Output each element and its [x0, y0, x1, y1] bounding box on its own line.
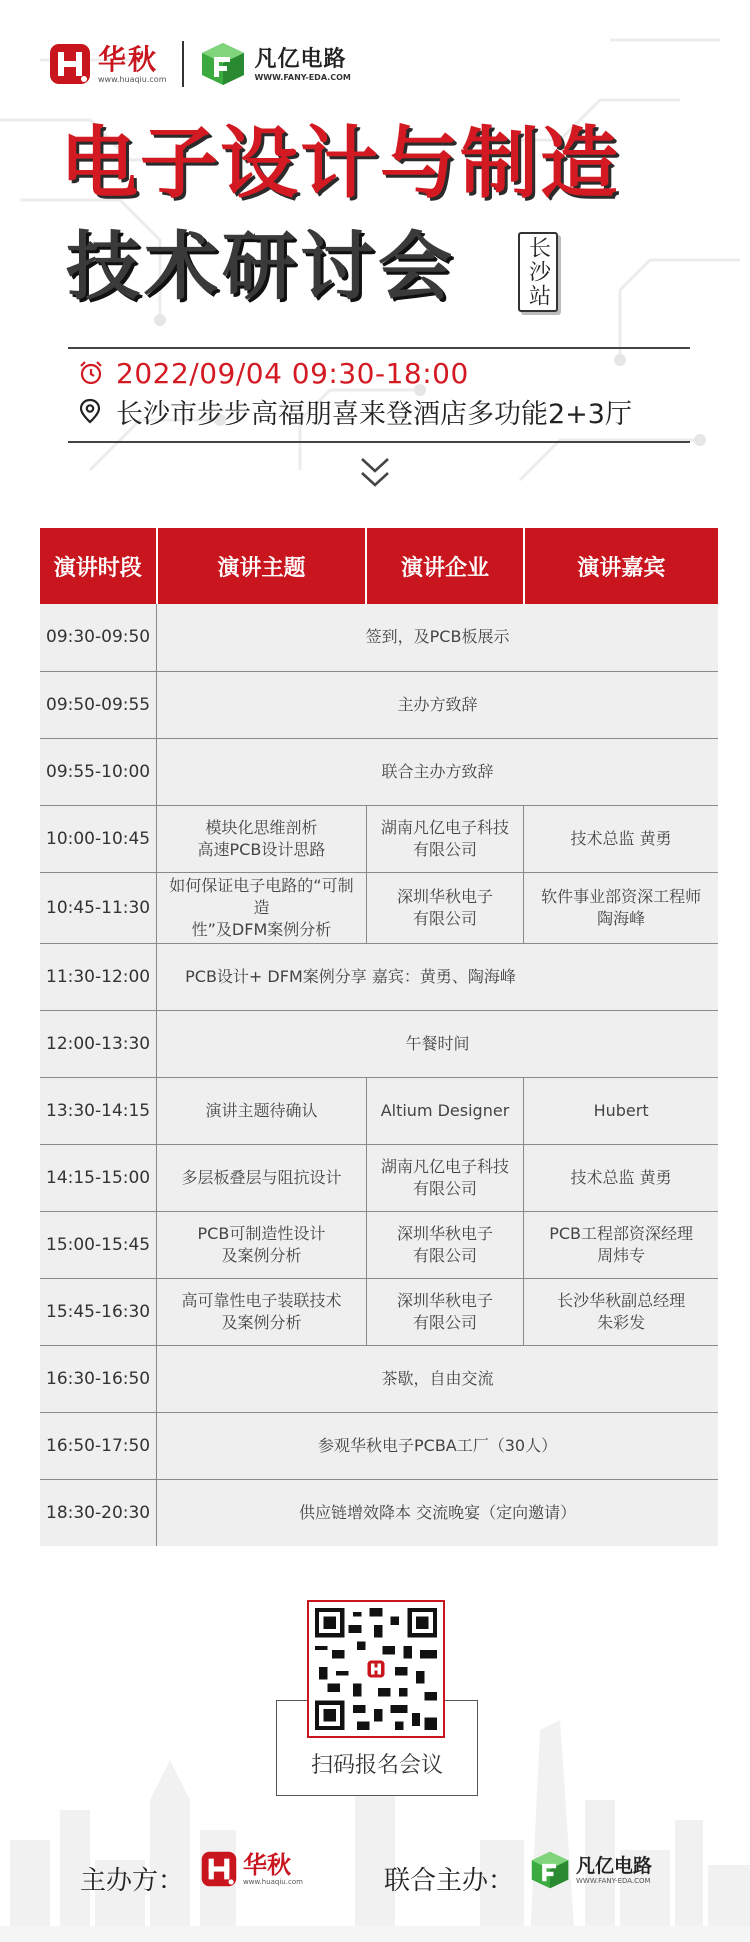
- time-cell: 16:30-16:50: [40, 1345, 157, 1412]
- fany-url: WWW.FANY-EDA.COM: [254, 72, 351, 82]
- clock-icon: [78, 360, 104, 386]
- divider-bottom: [68, 441, 690, 443]
- speaker-cell: [524, 872, 718, 943]
- span-cell: 午餐时间: [157, 1010, 718, 1077]
- company-cell: [366, 805, 523, 872]
- time-cell: 09:55-10:00: [40, 738, 157, 805]
- topic-line: 及案例分析: [221, 1312, 302, 1332]
- speaker-line: Hubert: [593, 1100, 649, 1120]
- qr-code[interactable]: [307, 1600, 445, 1738]
- fany-name: 凡亿电路: [254, 46, 347, 72]
- table-row: [40, 671, 718, 738]
- time-cell: 11:30-12:00: [40, 943, 157, 1010]
- time-cell: 10:00-10:45: [40, 805, 157, 872]
- main-title-line1: 电子设计与制造: [60, 119, 621, 209]
- company-cell: [366, 1211, 523, 1278]
- fany-mark-icon: [200, 41, 246, 87]
- span-cell: 茶歇，自由交流: [157, 1345, 718, 1412]
- co-host-fany-logo: [530, 1850, 652, 1890]
- speaker-line: 技术总监 黄勇: [570, 1167, 672, 1187]
- topic-line: 演讲主题待确认: [205, 1100, 318, 1120]
- host-label: 主办方：: [80, 1866, 185, 1896]
- time-cell: 14:15-15:00: [40, 1144, 157, 1211]
- table-row: [40, 872, 718, 943]
- table-row: [40, 738, 718, 805]
- company-line: 有限公司: [412, 1245, 477, 1265]
- company-line: Altium Designer: [380, 1100, 510, 1120]
- time-cell: 18:30-20:30: [40, 1479, 157, 1546]
- speaker-cell: [524, 1211, 718, 1278]
- time-cell: 16:50-17:50: [40, 1412, 157, 1479]
- speaker-line: PCB工程部资深经理: [549, 1223, 693, 1243]
- table-row: [40, 1010, 718, 1077]
- qr-label: 扫码报名会议: [310, 1753, 443, 1778]
- station-badge: 长沙站: [518, 232, 558, 312]
- speaker-line: 朱彩发: [597, 1312, 646, 1332]
- header-topic: 演讲主题: [157, 528, 367, 604]
- company-line: 湖南凡亿电子科技: [380, 1156, 509, 1176]
- fany-name: 凡亿电路: [576, 1855, 653, 1877]
- topic-line: 高速PCB设计思路: [197, 839, 326, 859]
- event-address: [78, 392, 632, 430]
- company-line: 有限公司: [412, 908, 477, 928]
- topic-line: 多层板叠层与阻抗设计: [181, 1167, 342, 1187]
- time-cell: 12:00-13:30: [40, 1010, 157, 1077]
- topic-line: 高可靠性电子装联技术: [181, 1290, 342, 1310]
- time-cell: 09:30-09:50: [40, 604, 157, 671]
- fany-url: WWW.FANY-EDA.COM: [576, 1877, 651, 1885]
- company-cell: [366, 872, 523, 943]
- speaker-line: 软件事业部资深工程师: [541, 886, 702, 906]
- time-cell: 09:50-09:55: [40, 671, 157, 738]
- huaqiu-mark-icon: [200, 1850, 238, 1888]
- time-cell: 13:30-14:15: [40, 1077, 157, 1144]
- header-logos: [48, 38, 351, 90]
- huaqiu-name: 华秋: [98, 42, 159, 76]
- event-datetime-text: 2022/09/04 09:30-18:00: [116, 356, 469, 390]
- speaker-line: 陶海峰: [597, 908, 646, 928]
- table-row: [40, 805, 718, 872]
- topic-cell: [157, 1211, 367, 1278]
- topic-cell: [157, 1077, 367, 1144]
- header-speaker: 演讲嘉宾: [524, 528, 718, 604]
- speaker-cell: [524, 1144, 718, 1211]
- fany-mark-icon: [530, 1850, 570, 1890]
- topic-line: 及案例分析: [221, 1245, 302, 1265]
- main-title-line2: 技术研讨会: [66, 224, 456, 310]
- table-row: [40, 1278, 718, 1345]
- table-row: [40, 1077, 718, 1144]
- table-row: [40, 1479, 718, 1546]
- span-cell: 签到，及PCB板展示: [157, 604, 718, 671]
- logo-divider: [182, 41, 184, 87]
- huaqiu-url: www.huaqiu.com: [243, 1878, 303, 1886]
- location-icon: [78, 398, 102, 424]
- footer: [0, 1846, 750, 1906]
- time-cell: 15:00-15:45: [40, 1211, 157, 1278]
- company-line: 深圳华秋电子: [396, 886, 493, 906]
- table-row: [40, 1211, 718, 1278]
- span-cell: 联合主办方致辞: [157, 738, 718, 805]
- event-address-text: 长沙市步步高福朋喜来登酒店多功能2+3厅: [116, 398, 632, 430]
- double-chevron-down-icon: [359, 455, 391, 491]
- company-cell: [366, 1278, 523, 1345]
- event-datetime: [78, 355, 469, 391]
- topic-line: 性”及DFM案例分析: [191, 919, 332, 939]
- divider-top: [68, 347, 690, 349]
- topic-cell: [157, 872, 367, 943]
- company-line: 有限公司: [412, 839, 477, 859]
- span-cell: 主办方致辞: [157, 671, 718, 738]
- time-cell: 15:45-16:30: [40, 1278, 157, 1345]
- speaker-cell: [524, 1077, 718, 1144]
- header-time: 演讲时段: [40, 528, 157, 604]
- span-cell: 供应链增效降本 交流晚宴（定向邀请）: [157, 1479, 718, 1546]
- span-cell: 参观华秋电子PCBA工厂（30人）: [157, 1412, 718, 1479]
- company-line: 有限公司: [412, 1178, 477, 1198]
- huaqiu-name: 华秋: [243, 1851, 291, 1879]
- huaqiu-logo: [48, 42, 166, 86]
- header-company: 演讲企业: [366, 528, 523, 604]
- fany-logo: [200, 41, 350, 87]
- topic-cell: [157, 1278, 367, 1345]
- company-line: 深圳华秋电子: [396, 1223, 493, 1243]
- topic-line: PCB可制造性设计: [197, 1223, 326, 1243]
- table-row: [40, 604, 718, 671]
- schedule-table: [40, 528, 718, 1546]
- host-huaqiu-logo: [200, 1850, 303, 1888]
- time-cell: 10:45-11:30: [40, 872, 157, 943]
- speaker-line: 周炜专: [597, 1245, 646, 1265]
- huaqiu-url: www.huaqiu.com: [98, 74, 167, 84]
- speaker-line: 技术总监 黄勇: [570, 828, 672, 848]
- table-row: [40, 1345, 718, 1412]
- span-cell: PCB设计+ DFM案例分享 嘉宾：黄勇、陶海峰: [157, 943, 718, 1010]
- speaker-line: 长沙华秋副总经理: [557, 1290, 686, 1310]
- huaqiu-mark-icon: [48, 42, 92, 86]
- company-line: 湖南凡亿电子科技: [380, 817, 509, 837]
- topic-line: 模块化思维剖析: [205, 817, 318, 837]
- table-row: [40, 1412, 718, 1479]
- table-row: [40, 943, 718, 1010]
- table-row: [40, 1144, 718, 1211]
- company-line: 深圳华秋电子: [396, 1290, 493, 1310]
- speaker-cell: [524, 805, 718, 872]
- topic-cell: [157, 805, 367, 872]
- company-line: 有限公司: [412, 1312, 477, 1332]
- co-host-label: 联合主办：: [384, 1866, 515, 1896]
- topic-line: 如何保证电子电路的“可制造: [169, 875, 354, 917]
- company-cell: [366, 1077, 523, 1144]
- qr-code-image: [315, 1608, 437, 1730]
- topic-cell: [157, 1144, 367, 1211]
- speaker-cell: [524, 1278, 718, 1345]
- company-cell: [366, 1144, 523, 1211]
